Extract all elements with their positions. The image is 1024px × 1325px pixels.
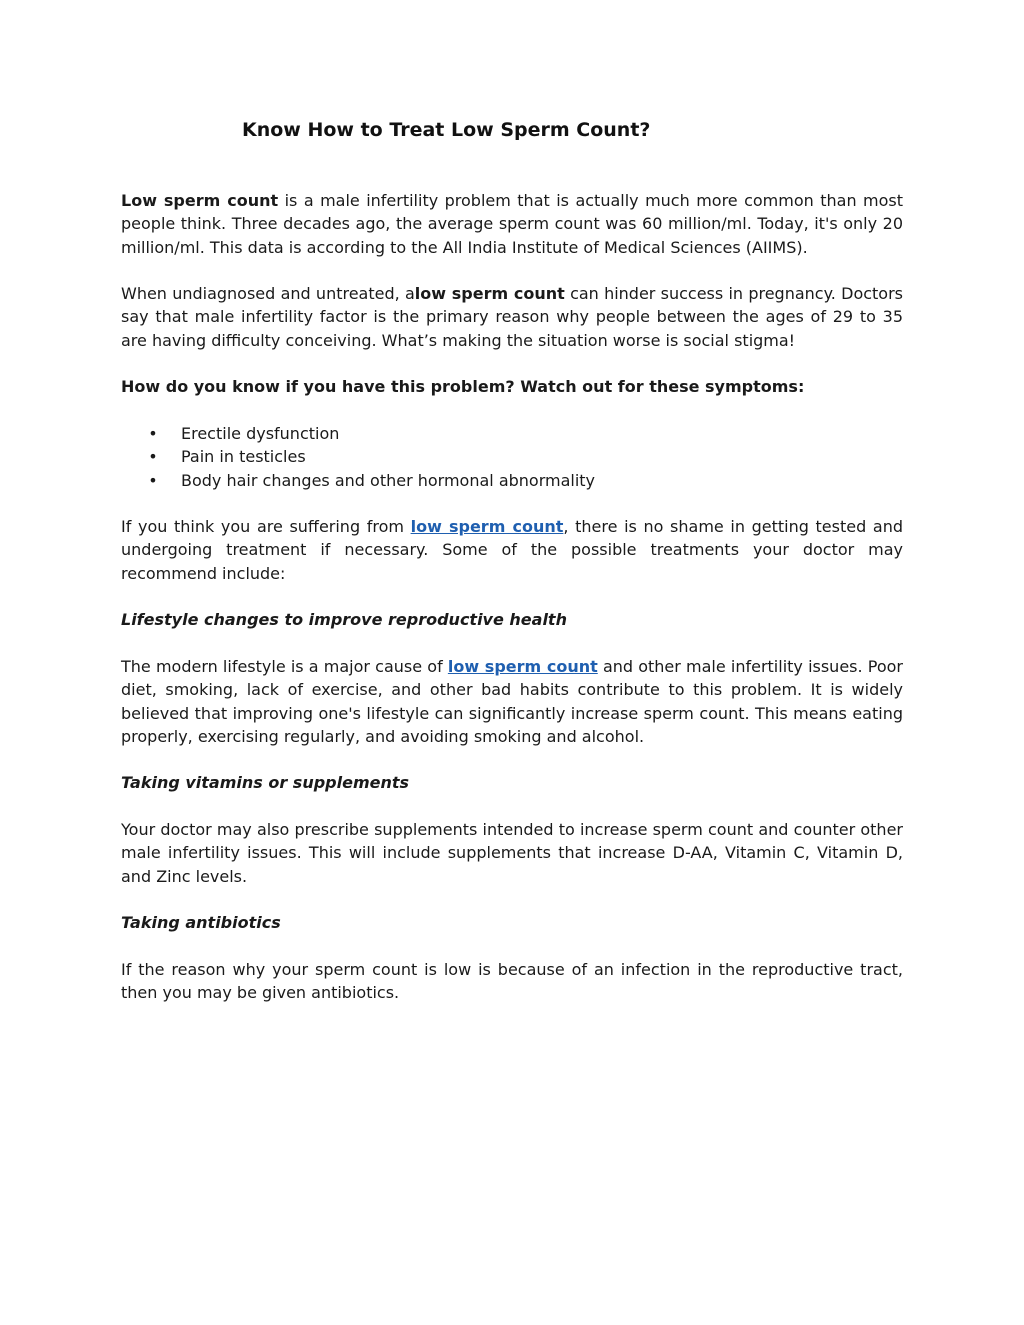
page-title: Know How to Treat Low Sperm Count?	[242, 119, 651, 141]
para2-after: can hinder success in pregnancy. Doctors say that male infertility factor is the primary reason why people between the ages of 29 to 35 are having difficulty conceiving. What’s making the situation worse is social stigma!	[121, 284, 904, 350]
low-sperm-count-link[interactable]: low sperm count	[447, 656, 598, 676]
symptom-text: Pain in testicles	[181, 447, 306, 467]
bullet-icon: •	[148, 447, 158, 467]
intro-paragraph	[121, 189, 903, 259]
list-item	[121, 469, 903, 492]
list-item	[121, 445, 903, 468]
section1-before: The modern lifestyle is a major cause of	[121, 656, 448, 676]
vitamins-paragraph: Your doctor may also prescribe supplements intended to increase sperm count and counter other male infertility issues. This will include supplements that increase D-AA, Vitamin C, Vitamin D, and Zinc levels.	[121, 820, 903, 886]
pregnancy-paragraph	[121, 282, 903, 352]
symptoms-list	[121, 422, 903, 492]
para2-before: When undiagnosed and untreated, a	[121, 284, 415, 304]
lifestyle-heading: Lifestyle changes to improve reproductive health	[121, 610, 567, 630]
list-item	[121, 422, 903, 445]
para3-before: If you think you are suffering from	[121, 517, 411, 537]
lifestyle-paragraph	[121, 655, 903, 748]
bullet-icon: •	[148, 470, 158, 490]
low-sperm-count-link[interactable]: low sperm count	[410, 517, 564, 537]
bullet-icon: •	[148, 423, 158, 443]
symptom-text: Body hair changes and other hormonal abnormality	[181, 470, 596, 490]
treatment-intro-paragraph	[121, 515, 903, 585]
symptom-text: Erectile dysfunction	[181, 423, 340, 443]
section1-after: and other male infertility issues. Poor diet, smoking, lack of exercise, and other bad habits contribute to this problem. It is widely believed that improving one's lifestyle can significantly increase sperm count. This means eating properly, exercising regularly, and avoiding smoking and alcohol.	[121, 656, 903, 746]
antibiotics-heading: Taking antibiotics	[121, 913, 281, 933]
intro-text: is a male infertility problem that is actually much more common than most people think. Three decades ago, the average sperm count was 60 million/ml. Today, it's only 20 million/ml. This data is according to the All India Institute of Medical Sciences (AIIMS).	[121, 191, 904, 257]
para3-after: , there is no shame in getting tested and undergoing treatment if necessary. Some of the possible treatments your doctor may recommend include:	[121, 517, 903, 583]
antibiotics-paragraph: If the reason why your sperm count is low is because of an infection in the reproductive tract, then you may be given antibiotics.	[121, 959, 903, 1003]
para2-bold: low sperm count	[414, 284, 565, 304]
vitamins-heading: Taking vitamins or supplements	[121, 773, 410, 793]
intro-lead-bold: Low sperm count	[121, 191, 279, 210]
article-body	[121, 189, 903, 1004]
symptoms-heading: How do you know if you have this problem? Watch out for these symptoms:	[121, 377, 805, 397]
